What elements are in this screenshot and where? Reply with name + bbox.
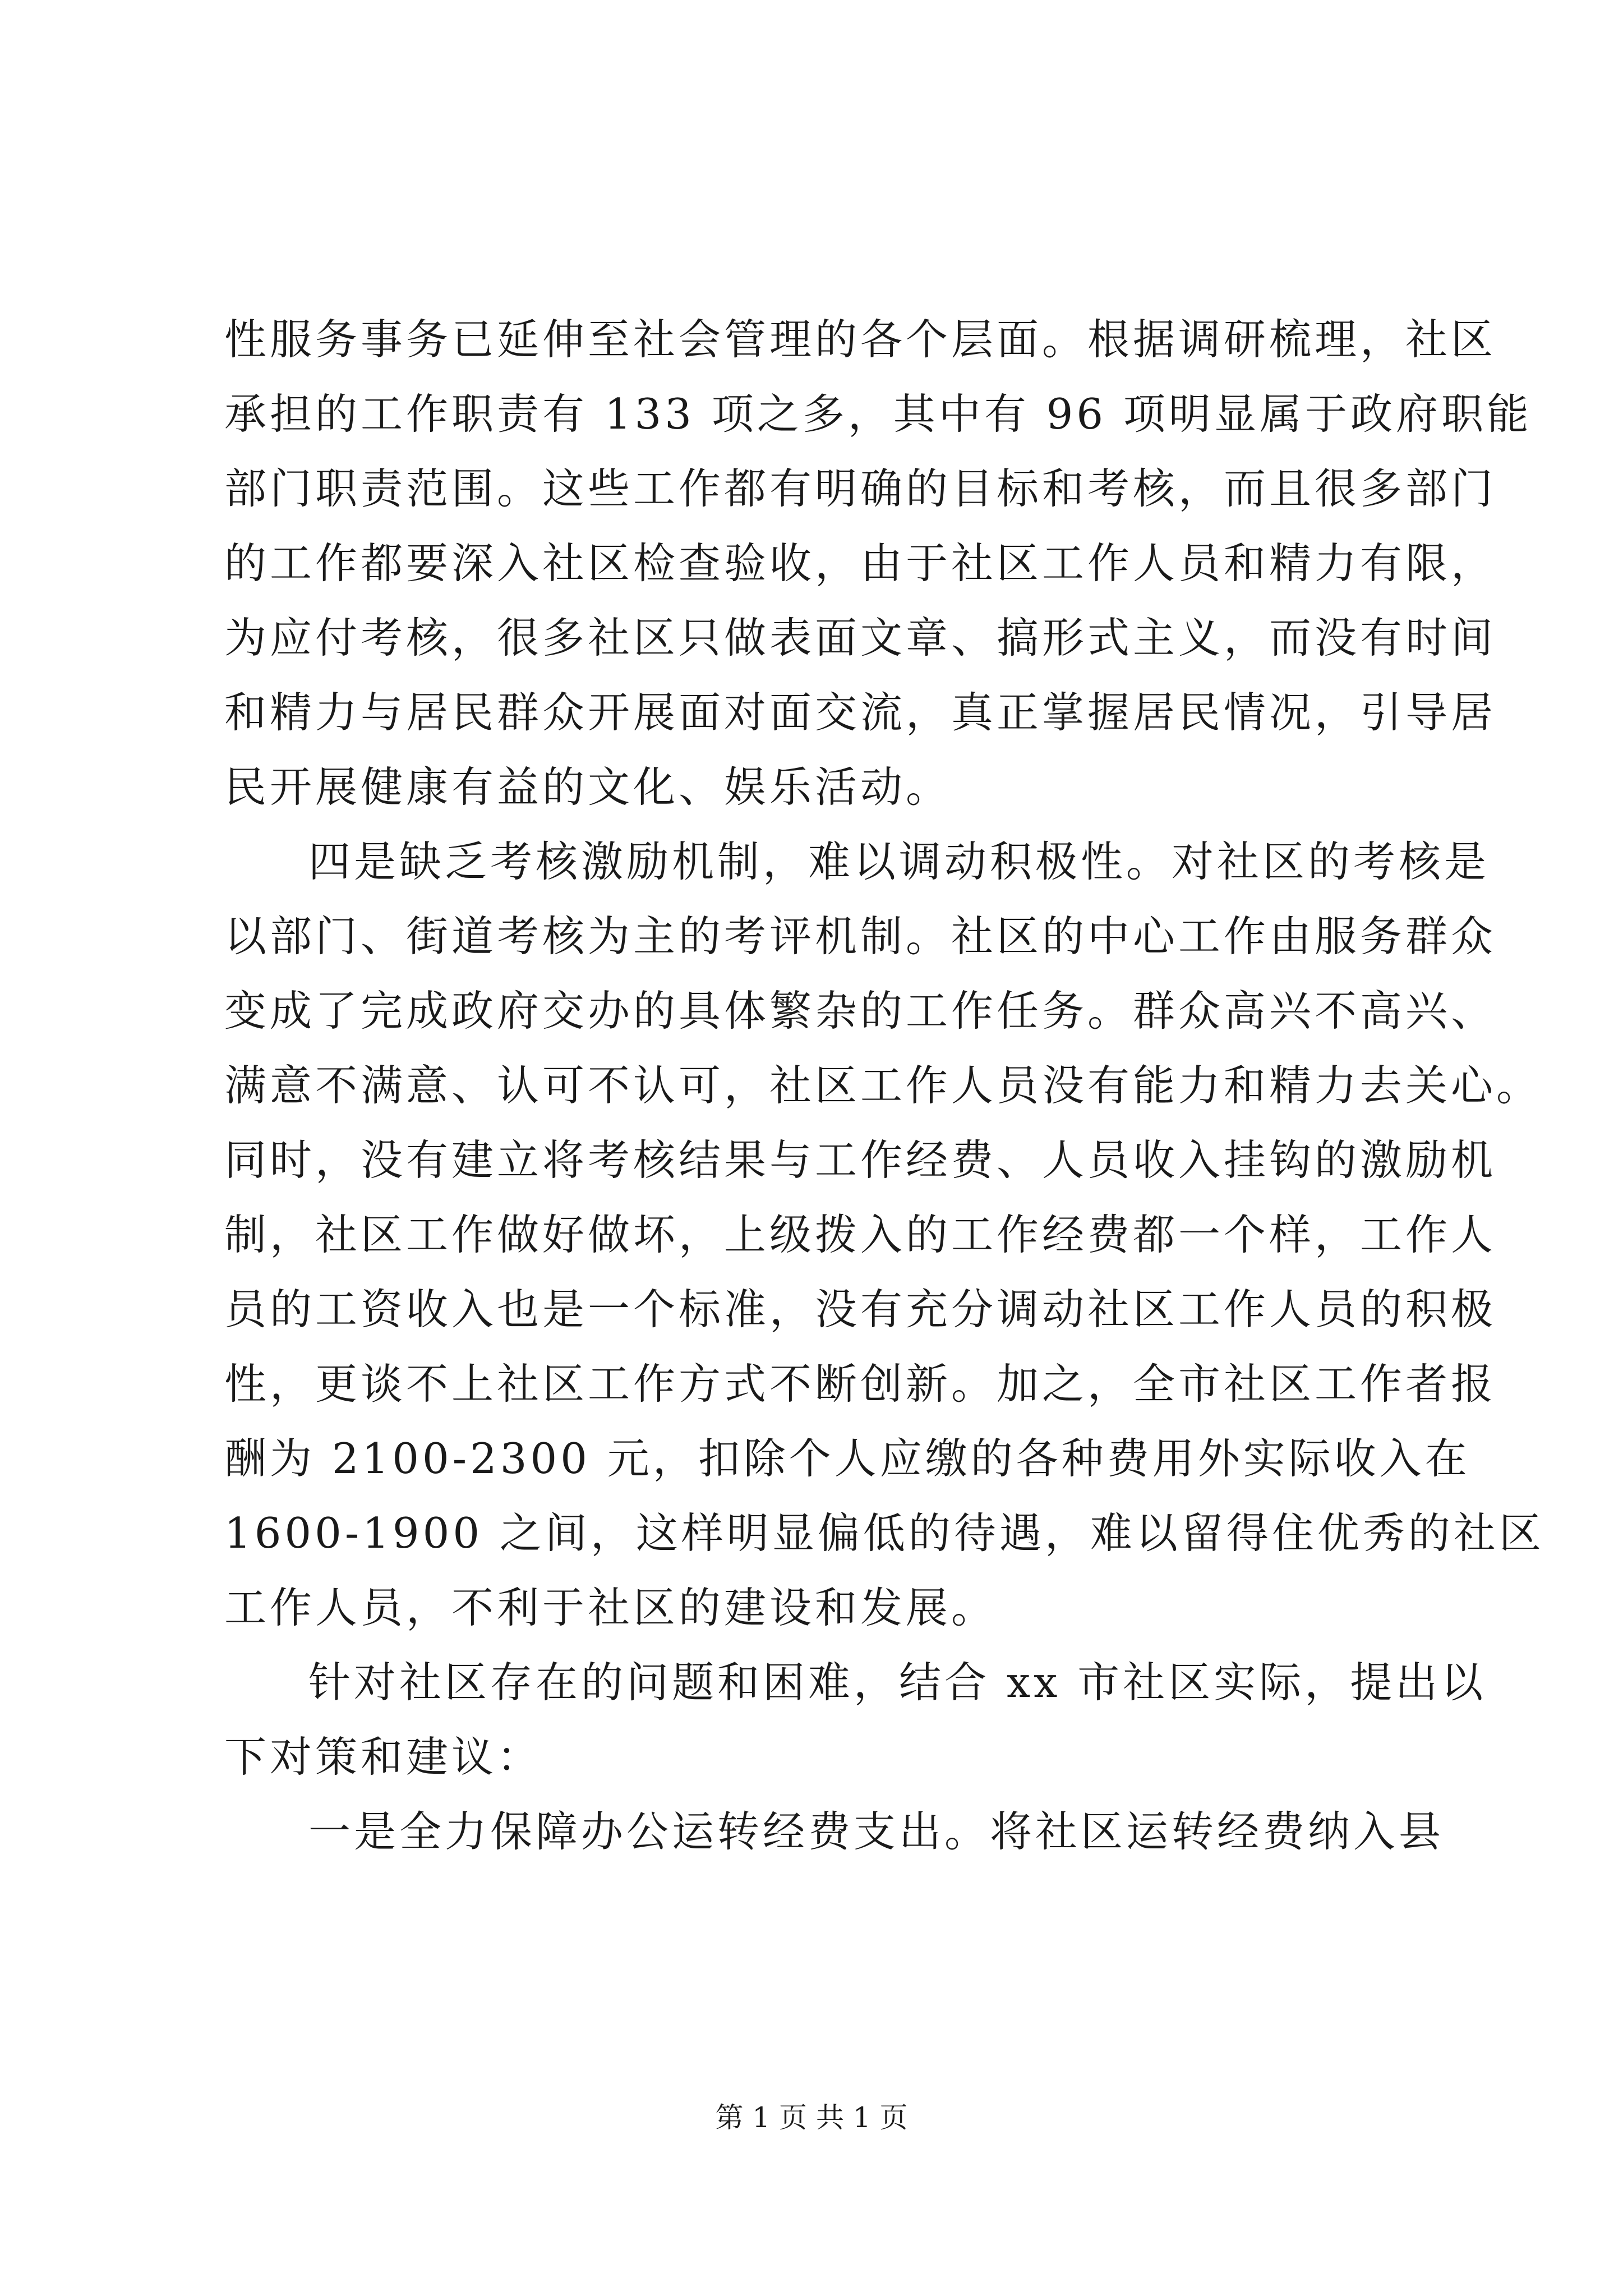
text-line: 承担的工作职责有 133 项之多，其中有 96 项明显属于政府职能 (224, 389, 1532, 439)
text-line: 同时，没有建立将考核结果与工作经费、人员收入挂钩的激励机 (224, 1135, 1497, 1185)
text-line: 变成了完成政府交办的具体繁杂的工作任务。群众高兴不高兴、 (224, 986, 1497, 1036)
text-line: 制，社区工作做好做坏，上级拨入的工作经费都一个样，工作人 (224, 1210, 1497, 1259)
text-line: 员的工资收入也是一个标准，没有充分调动社区工作人员的积极 (224, 1285, 1497, 1334)
paragraph-start-line: 一是全力保障办公运转经费支出。将社区运转经费纳入县 (308, 1807, 1445, 1856)
text-line: 下对策和建议： (224, 1732, 543, 1782)
text-line: 部门职责范围。这些工作都有明确的目标和考核，而且很多部门 (224, 464, 1497, 513)
text-line: 性服务事务已延伸至社会管理的各个层面。根据调研梳理，社区 (224, 315, 1497, 364)
paragraph-start-line: 四是缺乏考核激励机制，难以调动积极性。对社区的考核是 (308, 837, 1490, 886)
paragraph-start-line: 针对社区存在的问题和困难，结合 xx 市社区实际，提出以 (308, 1658, 1487, 1707)
text-line: 民开展健康有益的文化、娱乐活动。 (224, 762, 952, 812)
text-line: 酬为 2100-2300 元，扣除个人应缴的各种费用外实际收入在 (224, 1434, 1470, 1483)
text-line: 工作人员，不利于社区的建设和发展。 (224, 1583, 997, 1632)
page-number-footer: 第 1 页 共 1 页 (715, 2101, 908, 2134)
text-line: 为应付考核，很多社区只做表面文章、搞形式主义，而没有时间 (224, 613, 1497, 662)
text-line: 性，更谈不上社区工作方式不断创新。加之，全市社区工作者报 (224, 1359, 1497, 1409)
text-line: 1600-1900 之间，这样明显偏低的待遇，难以留得住优秀的社区 (224, 1508, 1544, 1558)
text-line: 的工作都要深入社区检查验收，由于社区工作人员和精力有限， (224, 539, 1497, 588)
text-line: 满意不满意、认可不认可，社区工作人员没有能力和精力去关心。 (224, 1061, 1542, 1110)
text-line: 和精力与居民群众开展面对面交流，真正掌握居民情况，引导居 (224, 688, 1497, 737)
text-line: 以部门、街道考核为主的考评机制。社区的中心工作由服务群众 (224, 912, 1497, 961)
